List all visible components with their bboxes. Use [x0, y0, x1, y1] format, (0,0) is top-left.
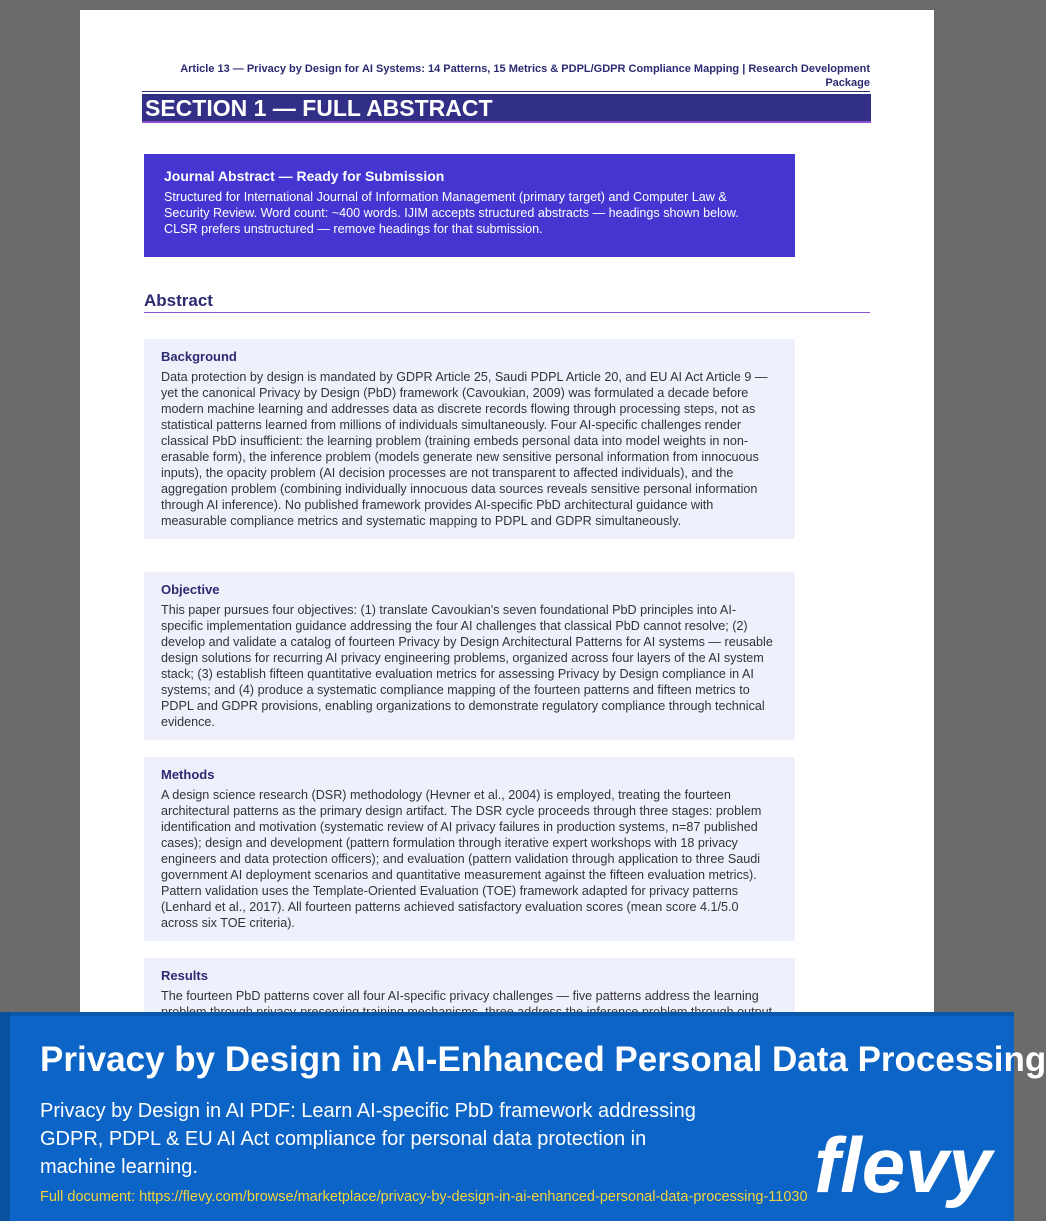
flevy-logo-icon[interactable] — [808, 1104, 998, 1214]
banner-left-edge — [0, 1012, 10, 1221]
callout-title: Journal Abstract — Ready for Submission — [164, 168, 445, 184]
flevy-logo-text: flevy — [814, 1121, 992, 1209]
promo-banner — [0, 1012, 1046, 1221]
box-title: Methods — [161, 767, 215, 782]
box-body: This paper pursues four objectives: (1) translate Cavoukian's seven foundational PbD principles into AI-specific implementation guidance addressing the four AI challenges that classical PbD cannot resolve; (2) develop and validate a catalog of fourteen Privacy by Design Architectural Patterns for AI systems — reusable design solutions for recurring AI privacy engineering problems, organized across four layers of the AI system stack; (3) establish fifteen quantitative evaluation metrics for assessing Privacy by Design compliance in AI systems; and (4) produce a systematic compliance mapping of the fourteen patterns and fifteen metrics to PDPL and GDPR provisions, enabling organizations to demonstrate regulatory compliance through technical evidence. — [161, 603, 773, 729]
box-title: Objective — [161, 582, 220, 597]
box-body: The fourteen PbD patterns cover all four AI-specific privacy challenges — five patterns address the learning — [161, 989, 759, 1003]
abstract-box-background — [144, 339, 795, 539]
abstract-box-objective — [144, 572, 795, 740]
banner-title: Privacy by Design in AI-Enhanced Personal Data Processing — [40, 1040, 1046, 1079]
callout-body: Structured for International Journal of Information Management (primary target) and Computer Law & Security Review. Word count: ~400 words. IJIM accepts structured abstracts — headings shown below. CLSR prefers unstructured — remove headings for that submission. — [164, 190, 739, 236]
box-body: A design science research (DSR) methodology (Hevner et al., 2004) is employed, treating the fourteen architectural patterns as the primary design artifact. The DSR cycle proceeds through three stages: problem identification and motivation (systematic review of AI privacy failures in production systems, n=87 published cases); design and development (pattern formulation through iterative expert workshops with 18 privacy engineers and data protection officers); and evaluation (pattern validation through application to three Saudi government AI deployment scenarios and quantitative measurement against the fifteen evaluation metrics). Pattern validation uses the Template-Oriented Evaluation (TOE) framework adapted for privacy patterns (Lenhard et al., 2017). All fourteen patterns achieved satisfactory evaluation scores (mean score 4.1/5.0 across six TOE criteria). — [161, 788, 762, 930]
box-title: Results — [161, 968, 208, 983]
journal-abstract-callout — [144, 154, 795, 257]
abstract-box-methods — [144, 757, 795, 941]
banner-top-border — [0, 1012, 1014, 1016]
document-page — [80, 10, 934, 1020]
running-header: Article 13 — Privacy by Design for AI Systems: 14 Patterns, 15 Metrics & PDPL/GDPR Compliance Mapping | Research Development Package — [142, 62, 870, 92]
banner-description: Privacy by Design in AI PDF: Learn AI-specific PbD framework addressing GDPR, PDPL & EU AI Act compliance for personal data protection in machine learning. — [40, 1100, 696, 1178]
box-body: Data protection by design is mandated by GDPR Article 25, Saudi PDPL Article 20, and EU AI Act Article 9 — yet the canonical Privacy by Design (PbD) framework (Cavoukian, 2009) was formulated a decade before modern machine learning and addresses data as discrete records flowing through processing steps, not as statistical patterns learned from millions of individuals simultaneously. Four AI-specific challenges render classical PbD insufficient: the learning problem (training embeds personal data into model weights in non-erasable form), the inference problem (models generate new sensitive personal information from innocuous inputs), the opacity problem (AI decision processes are not transparent to affected individuals), and the aggregation problem (combining individually innocuous data sources reveals sensitive personal information through AI inference). No published framework provides AI-specific PbD architectural guidance with measurable compliance metrics and systematic mapping to PDPL and GDPR simultaneously. — [161, 370, 768, 528]
full-document-link[interactable]: Full document: https://flevy.com/browse/marketplace/privacy-by-design-in-ai-enhanced-personal-data-processing-11030 — [40, 1189, 808, 1205]
box-title: Background — [161, 349, 237, 364]
abstract-heading: Abstract — [144, 291, 870, 313]
section-title: SECTION 1 — FULL ABSTRACT — [142, 94, 871, 123]
